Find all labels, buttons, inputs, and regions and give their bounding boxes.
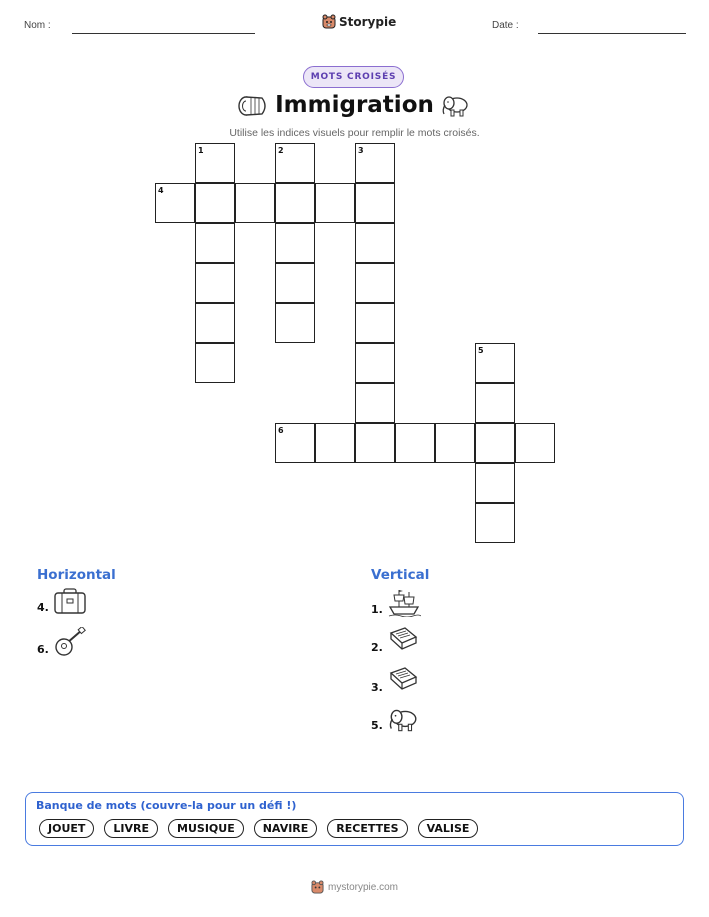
book-icon [387, 667, 419, 695]
clue-number: 6. [37, 643, 49, 656]
crossword-cell[interactable] [475, 503, 515, 543]
clue-number: 4. [37, 601, 49, 614]
clue-number-label: 3 [358, 146, 364, 155]
clue-number-label: 5 [478, 346, 484, 355]
crossword-cell[interactable] [355, 263, 395, 303]
clue-horizontal-6 [37, 627, 87, 657]
suitcase-icon [53, 587, 87, 615]
word-bank-list [39, 819, 478, 838]
crossword-cell[interactable] [315, 423, 355, 463]
name-label: Nom : [24, 20, 51, 31]
word-chip: NAVIRE [254, 819, 318, 838]
clue-vertical-5 [371, 707, 419, 733]
vertical-clues-title: Vertical [371, 567, 430, 583]
brand [322, 14, 396, 29]
clue-number: 2. [371, 641, 383, 654]
clue-vertical-1 [371, 587, 421, 617]
clue-number-label: 4 [158, 186, 164, 195]
crossword-cell[interactable] [475, 383, 515, 423]
crossword-cell[interactable] [195, 343, 235, 383]
sailing-ship-icon [387, 587, 421, 617]
clue-number: 3. [371, 681, 383, 694]
crossword-cell[interactable] [275, 263, 315, 303]
book-icon [387, 627, 419, 655]
crossword-cell[interactable] [275, 183, 315, 223]
crossword-cell[interactable] [395, 423, 435, 463]
clue-number-label: 2 [278, 146, 284, 155]
clue-vertical-3 [371, 667, 419, 695]
instructions: Utilise les indices visuels pour remplir le mots croisés. [229, 127, 480, 139]
crossword-cell[interactable] [355, 423, 395, 463]
clue-number: 1. [371, 603, 383, 616]
crossword-cell[interactable] [355, 343, 395, 383]
word-bank [25, 792, 684, 846]
date-line[interactable] [538, 33, 686, 34]
word-chip: JOUET [39, 819, 94, 838]
crossword-cell[interactable] [475, 463, 515, 503]
crossword-cell[interactable] [355, 183, 395, 223]
word-bank-title: Banque de mots (couvre-la pour un défi !) [36, 799, 297, 812]
word-chip: RECETTES [327, 819, 407, 838]
clue-number-label: 1 [198, 146, 204, 155]
crossword-cell[interactable] [275, 303, 315, 343]
word-chip: VALISE [418, 819, 479, 838]
storypie-logo-icon [311, 880, 324, 894]
brand-name: Storypie [339, 14, 397, 29]
crossword-cell[interactable] [235, 183, 275, 223]
footer [0, 880, 709, 894]
clue-number-label: 6 [278, 426, 284, 435]
crossword-cell[interactable] [195, 263, 235, 303]
crossword-cell[interactable] [275, 223, 315, 263]
crossword-cell[interactable] [195, 223, 235, 263]
crossword-cell[interactable] [435, 423, 475, 463]
crossword-cell[interactable] [195, 303, 235, 343]
crossword-cell[interactable] [355, 223, 395, 263]
clue-vertical-2 [371, 627, 419, 655]
horizontal-clues-title: Horizontal [37, 567, 116, 583]
crossword-cell[interactable] [475, 423, 515, 463]
crossword-cell[interactable] [315, 183, 355, 223]
name-line[interactable] [72, 33, 255, 34]
crossword-cell[interactable] [355, 303, 395, 343]
page-title: Immigration [275, 92, 434, 118]
word-chip: MUSIQUE [168, 819, 244, 838]
worksheet-type-badge: MOTS CROISÉS [303, 66, 404, 88]
footer-url[interactable]: mystorypie.com [327, 881, 398, 893]
crossword-cell[interactable] [515, 423, 555, 463]
mandolin-icon [53, 627, 87, 657]
elephant-icon [440, 94, 470, 118]
date-label: Date : [492, 20, 519, 31]
elephant-icon [387, 707, 419, 733]
word-chip: LIVRE [104, 819, 158, 838]
storypie-logo-icon [322, 14, 336, 29]
clue-number: 5. [371, 719, 383, 732]
crossword-cell[interactable] [355, 383, 395, 423]
clue-horizontal-4 [37, 587, 87, 615]
crossword-cell[interactable] [195, 183, 235, 223]
